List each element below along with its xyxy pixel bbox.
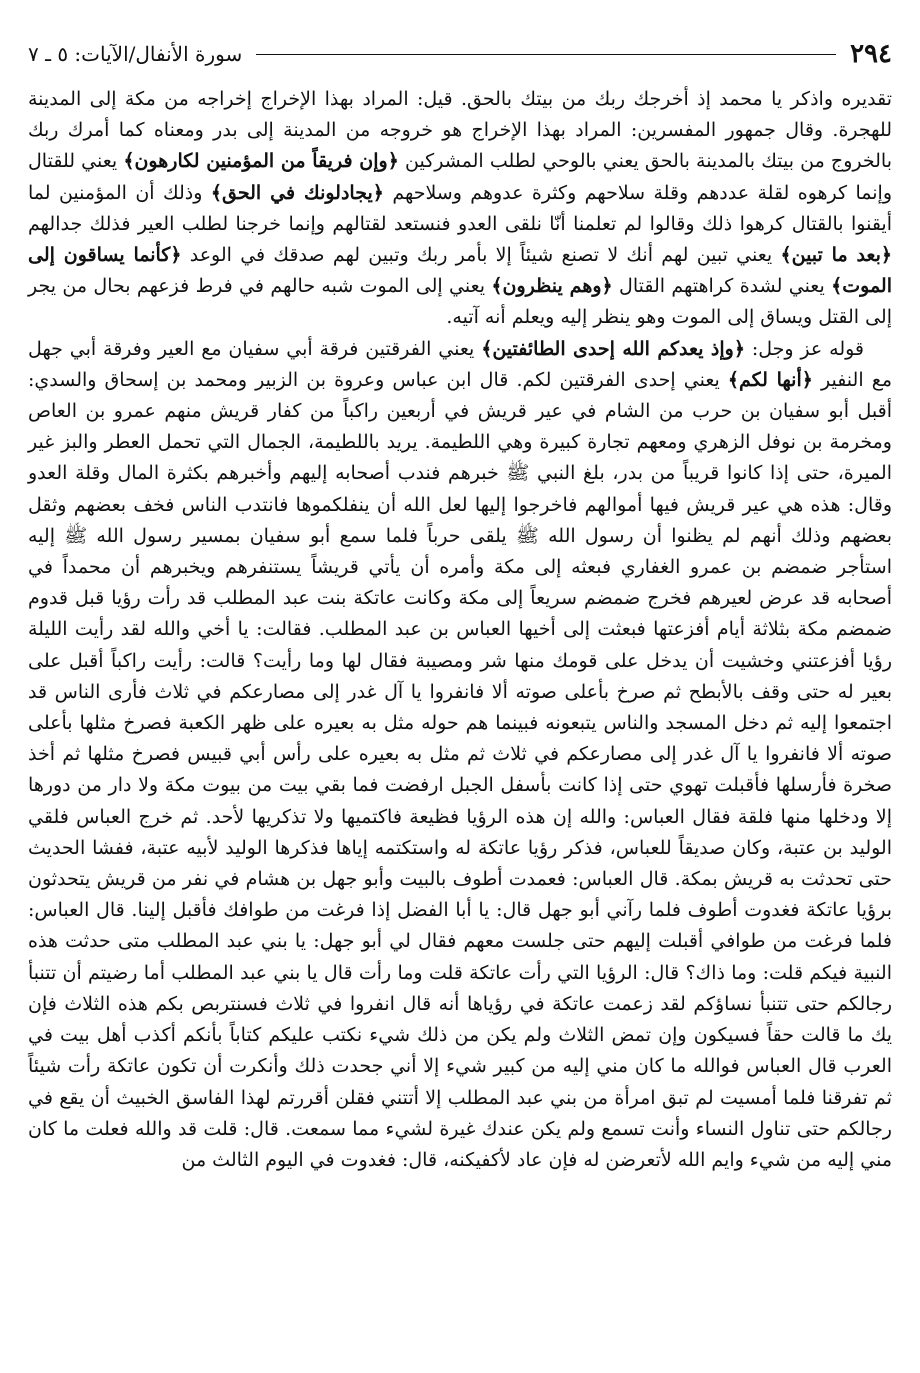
- text-segment: يعني لشدة كراهتهم القتال: [612, 275, 832, 298]
- body-text: [28, 84, 892, 1176]
- text-segment: قوله عز وجل:: [744, 337, 865, 360]
- text-segment: تقديره واذكر يا محمد إذ أخرجك ربك من بيتك بالحق. قيل: المراد بهذا الإخراج إخراجه من مكة إلى المدينة للهجرة. وقال جمهور المفسرين: المراد بهذا الإخراج هو خروجه من المدينة إلى بدر ومعناه كما أمرك ربك بالخروج من بيتك بالمدينة بالحق يعني بالوحي لطلب المشركين: [28, 88, 892, 173]
- quran-verse: ﴿وإذ يعدكم الله إحدى الطائفتين﴾: [481, 337, 745, 360]
- text-segment: يعني تبين لهم أنك لا تصنع شيئاً إلا بأمر ربك وتبين لهم صدقك في الوعد: [181, 244, 781, 267]
- text-segment: يعني إلى الموت شبه حالهم في فرط فزعهم بحال من يجر إلى القتل ويساق إلى الموت وهو ينظر إليه ويعلم أنه آتيه.: [28, 275, 892, 329]
- text-segment: يعني للقتال وإنما كرهوه لقلة عددهم وقلة سلاحهم وكثرة عدوهم وسلاحهم: [28, 150, 892, 204]
- text-segment: وذلك أن المؤمنين لما أيقنوا بالقتال كرهوا ذلك وقالوا لم تعلمنا أنّا نلقى العدو فنستعد لقتالهم وإنما خرجنا لطلب العير فذلك جدالهم: [28, 181, 892, 235]
- quran-verse: ﴿أنها لكم﴾: [727, 368, 813, 391]
- running-title: سورة الأنفال/الآيات: ٥ ـ ٧: [28, 42, 243, 66]
- quran-verse: ﴿وإن فريقاً من المؤمنين لكارهون﴾: [123, 150, 399, 173]
- page-number: ٢٩٤: [850, 39, 892, 69]
- quran-verse: ﴿وهم ينظرون﴾: [491, 275, 613, 298]
- quran-verse: ﴿بعد ما تبين﴾: [780, 244, 893, 267]
- paragraph: [28, 334, 892, 1176]
- text-segment: يعني إحدى الفرقتين لكم. قال ابن عباس وعروة بن الزبير ومحمد بن إسحاق والسدي: أقبل أبو سفيان بن حرب من الشام في عير قريش في أربعين راكباً من كفار قريش منهم عمرو بن العاص ومخرمة بن نوفل الزهري ومعهم تجارة كبيرة وهي اللطيمة. يريد باللطيمة، الجمال التي تحمل العطر والبز غير الميرة، حتى إذا كانوا قريباً من بدر، بلغ النبي ﷺ خبرهم فندب أصحابه إليهم وأخبرهم بكثرة المال وقلة العدو وقال: هذه هي عير قريش فيها أموالهم فاخرجوا إليها لعل الله أن ينفلكموها فانتدب الناس فخف بعضهم وثقل بعضهم وذلك أنهم لم يظنوا أن رسول الله ﷺ يلقى حرباً فلما سمع أبو سفيان بمسير رسول الله ﷺ إليه استأجر ضمضم بن عمرو الغفاري فبعثه إلى مكة وأمره أن يأتي قريشاً يستنفرهم ويخبرهم أن محمداً في أصحابه قد عرض لعيرهم فخرج ضمضم سريعاً إلى مكة وكانت عاتكة بنت عبد المطلب قد رأت رؤيا قبل قدوم ضمضم مكة بثلاثة أيام أفزعتها فبعثت إلى أخيها العباس بن عبد المطلب. فقالت: يا أخي والله لقد رأيت الليلة رؤيا أفزعتني وخشيت أن يدخل على قومك منها شر ومصيبة فقال لها وما رأيت؟ قالت: رأيت راكباً أقبل على بعير له حتى وقف بالأبطح ثم صرخ بأعلى صوته ألا فانفروا يا آل غدر إلى مصارعكم في ثلاث فأرى الناس قد اجتمعوا إليه ثم دخل المسجد والناس يتبعونه فبينما هم حوله مثل به بعيره على ظهر الكعبة فصرخ مثلها بأعلى صوته ألا فانفروا يا آل غدر إلى مصارعكم في ثلاث ثم مثل به بعيره على رأس أبي قبيس فصرخ مثلها ثم أخذ صخرة فأرسلها فأقبلت تهوي حتى إذا كانت بأسفل الجبل ارفضت فما بقي بيت من بيوت مكة ولا دار من دورها إلا ودخلها منها فلقة فقال العباس: والله إن هذه الرؤيا فظيعة فاكتميها ولا تذكريها لأحد. ثم خرج العباس فلقي الوليد بن عتبة، وكان صديقاً للعباس، فذكر رؤيا عاتكة له واستكتمه إياها فذكرها الوليد لأبيه عتبة، ففشا الحديث حتى تحدثت به قريش بمكة. قال العباس: فعمدت أطوف بالبيت وأبو جهل بن هشام في نفر من قريش يتحدثون برؤيا عاتكة فغدوت أطوف فلما رآني أبو جهل قال: يا أبا الفضل إذا فرغت من طوافك فأقبل إلينا. قال العباس: فلما فرغت من طوافي أقبلت إليهم حتى جلست معهم فقال لي أبو جهل: يا بني عبد المطلب متى حدثت هذه النبية فيكم قلت: وما ذاك؟ قال: الرؤيا التي رأت عاتكة قلت وما رأت قال يا بني عبد المطلب أما رضيتم أن تتنبأ رجالكم حتى تتنبأ نساؤكم لقد زعمت عاتكة في رؤياها أنه قال انفروا في ثلاث فسنتربص بكم هذه الثلاث فإن يك ما قالت حقاً فسيكون وإن تمض الثلاث ولم يكن من ذلك شيء نكتب عليكم كتاباً بأنكم أكذب أهل بيت في العرب قال العباس فوالله ما كان مني إليه من كبير شيء إلا أني جحدت ذلك وأنكرت أن تكون عاتكة رأت شيئاً ثم تفرقنا فلما أمسيت لم تبق امرأة من بني عبد المطلب إلا أتتني فقلن أقررتم لهذا الفاسق الخبيث أن يقع في رجالكم حتى تناول النساء وأنت تسمع ولم يكن عندك غيرة لشيء مما سمعت. قال: قلت قد والله فعلت ما كان مني إليه من شيء وايم الله لأتعرضن له فإن عاد لأكفيكنه، قال: فغدوت في اليوم الثالث من: [28, 368, 892, 1171]
- paragraph: [28, 84, 892, 334]
- quran-verse: ﴿كأنما يساقون إلى الموت﴾: [28, 244, 892, 298]
- quran-verse: ﴿يجادلونك في الحق﴾: [210, 181, 384, 204]
- text-segment: يعني الفرقتين فرقة أبي سفيان مع العير وفرقة أبي جهل مع النفير: [28, 337, 892, 391]
- header-rule: [256, 54, 836, 55]
- page-header: [28, 34, 892, 74]
